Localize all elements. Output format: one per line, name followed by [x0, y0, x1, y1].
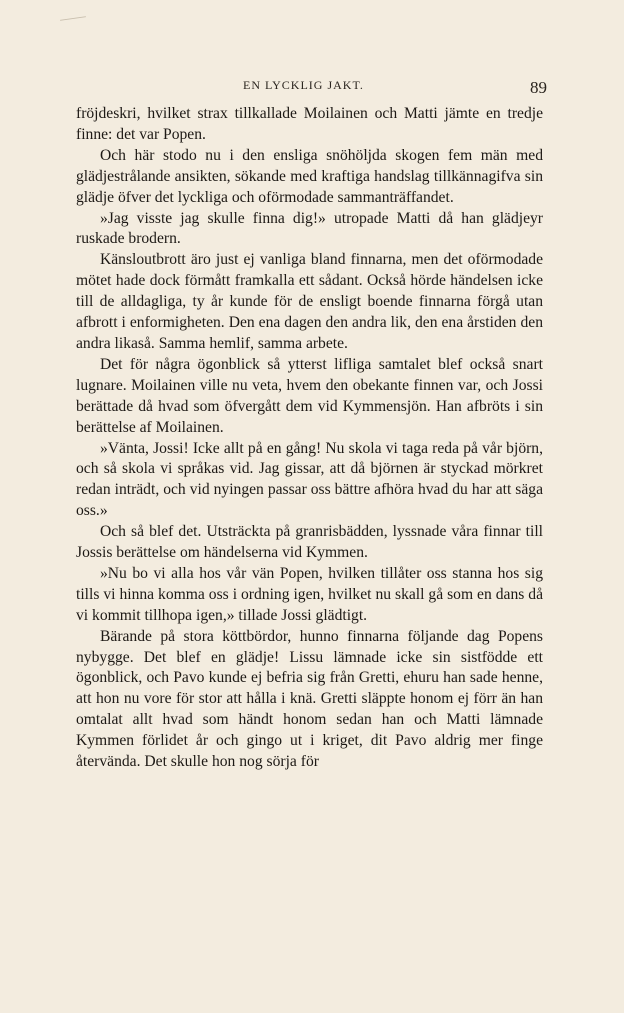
paragraph-9: Bärande på stora köttbördor, hunno finnarna följande dag Popens nybygge. Det blef en glädje! Lissu lämnade icke sin sistfödde ett ögonblick, och Pavo kunde ej befria sig från Gretti, ehuru han sade henne, att hon nu vore för stor att hålla i knä. Gretti släppte honom ej förr än han omtalat allt hvad som händt honom sedan han och Matti lämnade Kymmen förlidet år och gingo ut i kriget, dit Pavo aldrig mer finge återvända. Det skulle hon nog sörja för — [76, 627, 543, 771]
paragraph-8: »Nu bo vi alla hos vår vän Popen, hvilken tillåter oss stanna hos sig tills vi hinna komma oss i ordning igen, hvilket nu skall gå som en dans då vi kommit tillhopa igen,» tillade Jossi glädtigt. — [76, 564, 543, 624]
paragraph-3: »Jag visste jag skulle finna dig!» utropade Matti då han glädjeyr ruskade brodern. — [76, 209, 543, 248]
page-number: 89 — [530, 78, 547, 97]
paragraph-4: Känsloutbrott äro just ej vanliga bland finnarna, men det oförmodade mötet hade dock förmått framkalla ett sådant. Också hörde händelsen icke till de alldagliga, ty år kunde för de ensligt boende finnarna förgå utan afbrott i enformigheten. Den ena dagen den andra lik, den ena årstiden den andra likaså. Samma hemlif, samma arbete. — [76, 251, 543, 352]
body-text — [76, 104, 543, 773]
running-title: EN LYCKLIG JAKT. — [243, 78, 364, 92]
paragraph-2: Och här stodo nu i den ensliga snöhöljda skogen fem män med glädjestrålande ansikten, sökande med kraftiga handslag tillkännagifva sin glädje öfver det lyckliga och oförmodade sammanträffandet. — [76, 146, 543, 206]
paragraph-6: »Vänta, Jossi! Icke allt på en gång! Nu skola vi taga reda på vår björn, och så skola vi språkas vid. Jag gissar, att då björnen är styckad mörkret redan inträdt, och vid nyingen passar oss bättre afhöra hvad du har att säga oss.» — [76, 439, 543, 520]
paragraph-5: Det för några ögonblick så ytterst lifliga samtalet blef också snart lugnare. Moilainen ville nu veta, hvem den obekante finnen var, och Jossi berättade då hvad som öfvergått dem vid Kymmensjön. Han afbröts i sin berättelse af Moilainen. — [76, 355, 543, 436]
page-edge-mark — [60, 16, 86, 21]
paragraph-1: fröjdeskri, hvilket strax tillkallade Moilainen och Matti jämte en tredje finne: det var Popen. — [76, 105, 543, 143]
paragraph-7: Och så blef det. Utsträckta på granrisbädden, lyssnade våra finnar till Jossis berättelse om händelserna vid Kymmen. — [76, 523, 543, 562]
